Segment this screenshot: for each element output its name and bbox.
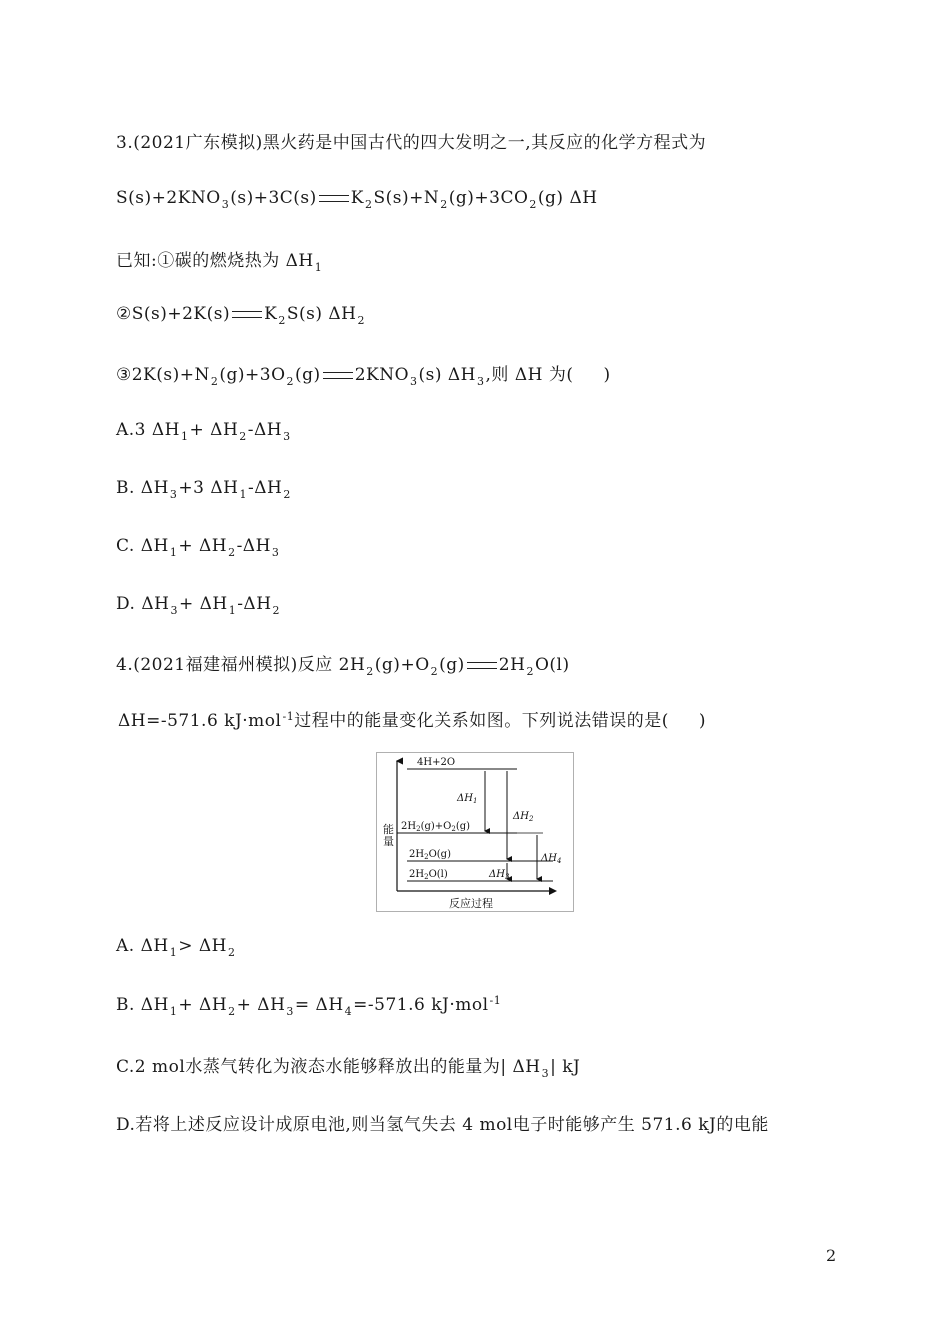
- label-h2o-l: $2H_2O(l)$: [409, 869, 448, 881]
- label-dh1: $\Delta H_1$: [457, 793, 478, 805]
- q3-option-b: B. $\Delta H_3+3$ $\Delta H_1-\Delta H_2$: [116, 478, 291, 501]
- y-axis-label-char-1: 能量: [383, 823, 394, 848]
- q3-equation: $S(s)+2KNO_3(s)+3C(s)$ $K_2S(s)+N_2(g)+3CO_2(g)$ ΔH: [116, 188, 598, 211]
- x-axis-arrow: [549, 887, 557, 895]
- q4-stem: 4.(2021福建福州模拟)反应 $2H_2(g)+O_2(g)$ $2H_2O(l)$: [116, 655, 570, 678]
- q3-known: 已知:①碳的燃烧热为 $\Delta H_1$: [116, 251, 323, 274]
- q4-stem-line2: ΔH=-571.6 kJ·mol$^{-1}$过程中的能量变化关系如图。下列说法错误的是( ): [118, 710, 706, 731]
- label-dh4: $\Delta H_4$: [541, 853, 562, 865]
- q4-option-d: D.若将上述反应设计成原电池,则当氢气失去 4 mol电子时能够产生 571.6 kJ的电能: [116, 1115, 769, 1135]
- label-h2o-g: $2H_2O(g)$: [409, 849, 451, 861]
- equals-sign-double: [467, 662, 497, 669]
- label-dh2: $\Delta H_2$: [513, 811, 534, 823]
- q3-stem: 3.(2021广东模拟)黑火药是中国古代的四大发明之一,其反应的化学方程式为: [116, 133, 707, 153]
- equals-sign-double: [323, 372, 353, 379]
- q4-option-b: B. $\Delta H_1+ \Delta H_2+ \Delta H_3= \Delta H_4=-571.6$ kJ·mol$^{-1}$: [116, 994, 502, 1018]
- q3-eq3: $③2K(s)+N_2(g)+3O_2(g)$ $2KNO_3(s)$ $\Delta H_3$,则 ΔH 为( ): [116, 365, 611, 388]
- q3-option-c: C. $\Delta H_1+ \Delta H_2-\Delta H_3$: [116, 536, 280, 559]
- energy-diagram: [376, 752, 574, 912]
- page-number: 2: [826, 1246, 837, 1265]
- q3-option-d: D. $\Delta H_3+ \Delta H_1-\Delta H_2$: [116, 594, 281, 617]
- q4-option-a: A. $\Delta H_1> \Delta H_2$: [116, 936, 236, 959]
- equals-sign-double: [232, 311, 262, 318]
- equals-sign-double: [319, 195, 349, 202]
- q4-option-c: C.2 mol水蒸气转化为液态水能够释放出的能量为| $\Delta H_3|$ kJ: [116, 1057, 581, 1080]
- q3-eq2: ②S(s)+2K(s) $K_2S(s)$ $\Delta H_2$: [116, 304, 365, 327]
- label-4h2o: 4H+2O: [417, 757, 456, 768]
- label-dh3: $\Delta H_3$: [489, 869, 510, 881]
- q3-option-a: A.3 $\Delta H_1+ \Delta H_2-\Delta H_3$: [116, 420, 291, 443]
- label-h2-o2: $2H_2(g)+O_2(g)$: [401, 821, 471, 833]
- x-axis-label: 反应过程: [449, 897, 493, 910]
